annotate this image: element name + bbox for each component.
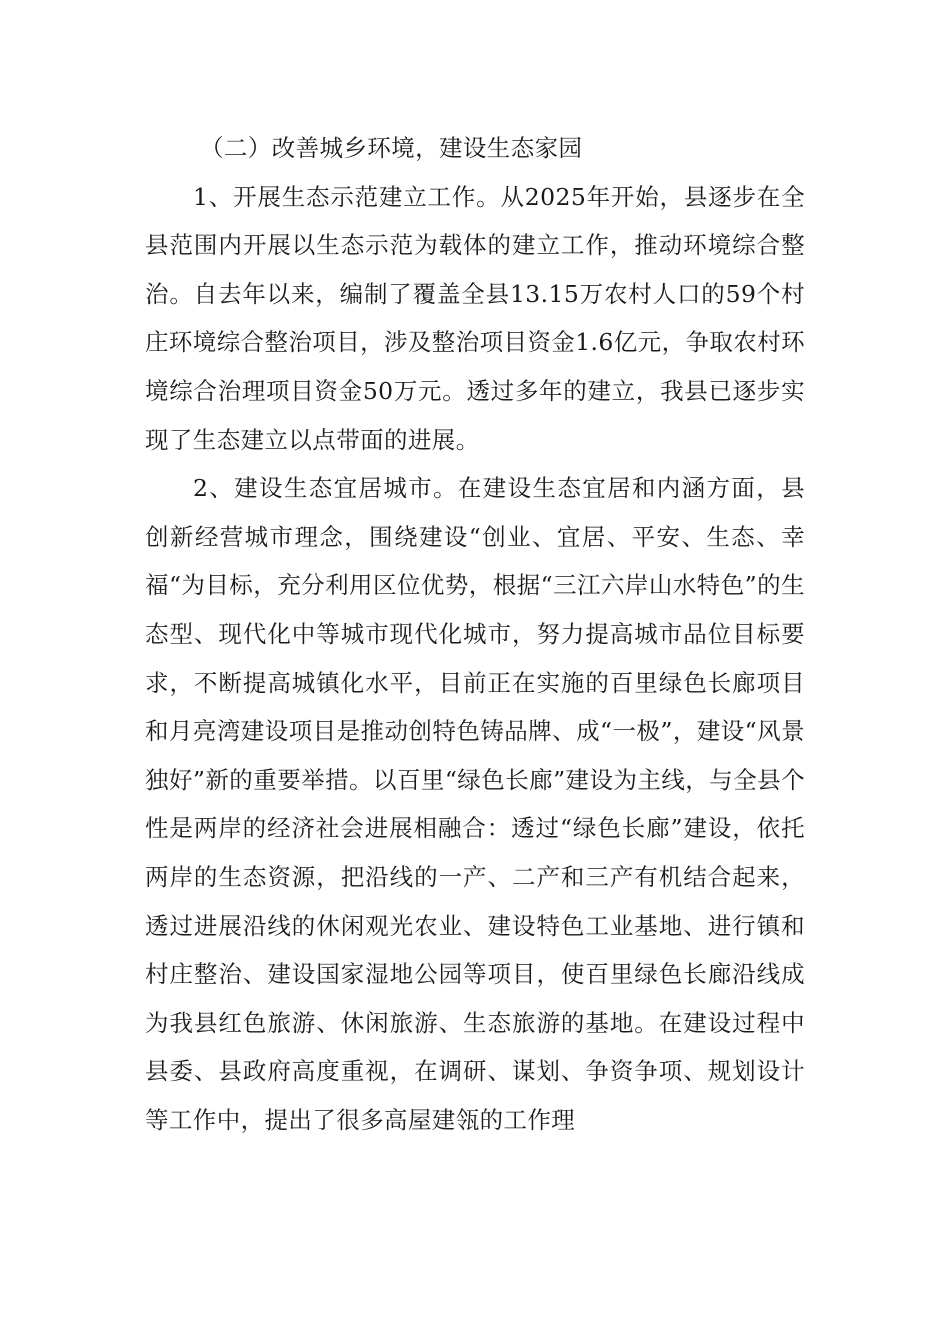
document-body bbox=[145, 124, 805, 1144]
paragraph-ecological-demonstration: 1、开展生态示范建立工作。从2025年开始，县逐步在全县范围内开展以生态示范为载体的建立工作，推动环境综合整治。自去年以来，编制了覆盖全县13.15万农村人口的59个村庄环境综合整治项目，涉及整治项目资金1.6亿元，争取农村环境综合治理项目资金50万元。透过多年的建立，我县已逐步实现了生态建立以点带面的进展。 bbox=[145, 182, 805, 454]
section-heading: （二）改善城乡环境，建设生态家园 bbox=[200, 134, 583, 162]
paragraph-ecological-livable-city: 2、建设生态宜居城市。在建设生态宜居和内涵方面，县创新经营城市理念，围绕建设“创业、宜居、平安、生态、幸福“为目标，充分利用区位优势，根据“三江六岸山水特色”的生态型、现代化中等城市现代化城市，努力提高城市品位目标要求，不断提高城镇化水平，目前正在实施的百里绿色长廊项目和月亮湾建设项目是推动创特色铸品牌、成“一极”，建设“风景独好”新的重要举措。以百里“绿色长廊”建设为主线，与全县个性是两岸的经济社会进展相融合：透过“绿色长廊”建设，依托两岸的生态资源，把沿线的一产、二产和三产有机结合起来，透过进展沿线的休闲观光农业、建设特色工业基地、进行镇和村庄整治、建设国家湿地公园等项目，使百里绿色长廊沿线成为我县红色旅游、休闲旅游、生态旅游的基地。在建设过程中县委、县政府高度重视，在调研、谋划、争资争项、规划设计等工作中，提出了很多高屋建瓴的工作理 bbox=[145, 474, 805, 1134]
